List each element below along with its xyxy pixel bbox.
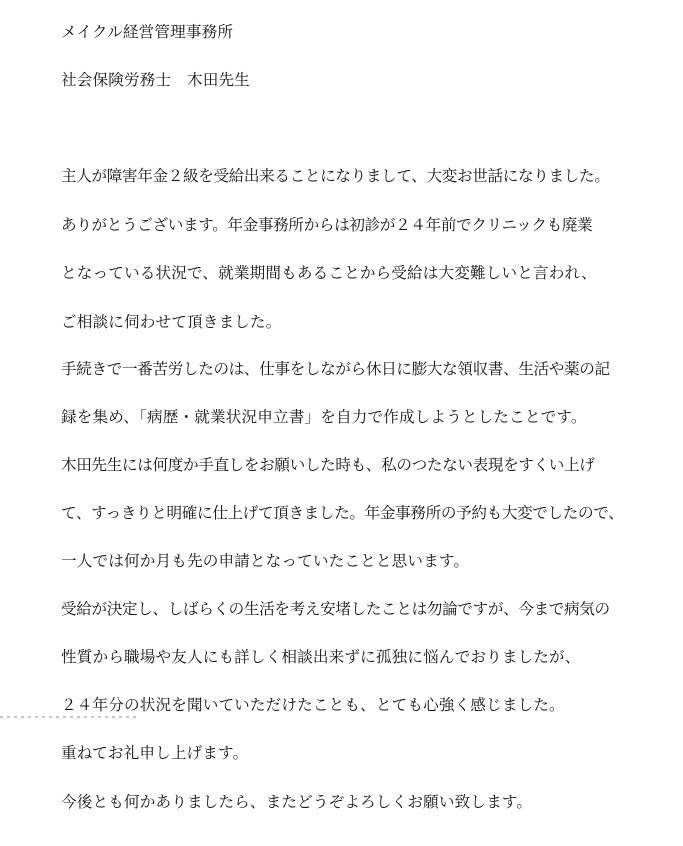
body-line-9: 一人では何か月も先の申請となっていたことと思います。 bbox=[61, 552, 470, 570]
body-line-10: 受給が決定し、しばらくの生活を考え安堵したことは勿論ですが、今まで病気の bbox=[61, 600, 610, 618]
body-line-7: 木田先生には何度か手直しをお願いした時も、私のつたない表現をすくい上げ bbox=[61, 456, 595, 474]
body-line-2: ありがとうございます。年金事務所からは初診が２４年前でクリニックも廃業 bbox=[61, 216, 593, 234]
office-name: メイクル経営管理事務所 bbox=[61, 23, 234, 41]
scan-artifact bbox=[0, 716, 140, 718]
body-line-3: となっている状況で、就業期間もあることから受給は大変難しいと言われ、 bbox=[61, 264, 597, 282]
body-line-11: 性質から職場や友人にも詳しく相談出来ずに孤独に悩んでおりましたが、 bbox=[61, 648, 581, 666]
body-line-8: て、すっきりと明確に仕上げて頂きました。年金事務所の予約も大変でしたので、 bbox=[61, 504, 624, 522]
body-line-1: 主人が障害年金２級を受給出来ることになりまして、大変お世話になりました。 bbox=[61, 167, 610, 185]
body-line-5: 手続きで一番苦労したのは、仕事をしながら休日に膨大な領収書、生活や薬の記 bbox=[61, 360, 610, 378]
body-line-6: 録を集め、「病歴・就業状況申立書」を自力で作成しようとしたことです。 bbox=[61, 408, 587, 426]
body-line-13: 重ねてお礼申し上げます。 bbox=[61, 744, 249, 762]
body-line-4: ご相談に伺わせて頂きました。 bbox=[61, 313, 282, 331]
body-line-12: ２４年分の状況を聞いていただけたことも、とても心強く感じました。 bbox=[61, 696, 565, 714]
recipient-name: 社会保険労務士 木田先生 bbox=[61, 71, 250, 89]
body-line-14: 今後とも何かありましたら、またどうぞよろしくお願い致します。 bbox=[61, 793, 533, 811]
